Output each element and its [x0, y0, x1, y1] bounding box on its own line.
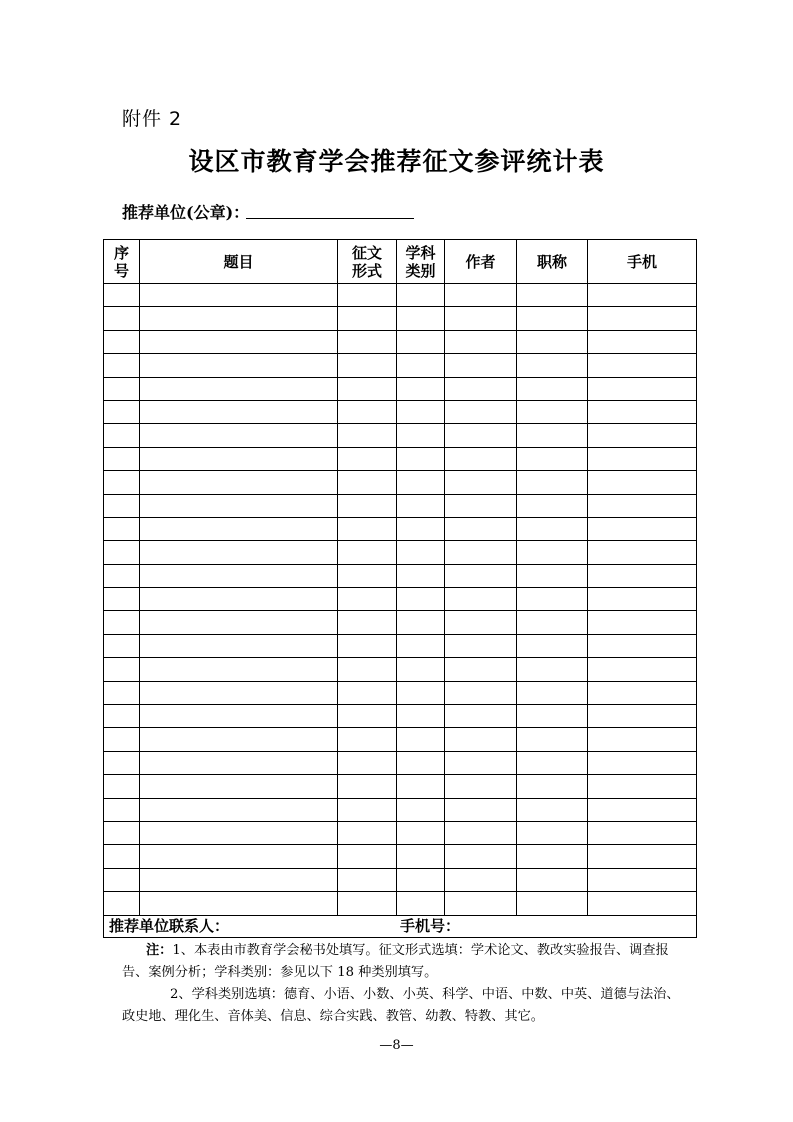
table-cell[interactable] — [397, 564, 445, 587]
table-row — [104, 681, 697, 704]
table-cell[interactable] — [140, 868, 338, 891]
table-cell[interactable] — [445, 471, 517, 494]
table-row — [104, 634, 697, 657]
table-cell[interactable] — [140, 751, 338, 774]
table-cell[interactable] — [517, 377, 588, 400]
table-row — [104, 471, 697, 494]
header-text: 题目 — [223, 252, 254, 271]
table-cell[interactable] — [517, 284, 588, 307]
table-cell[interactable] — [104, 728, 140, 751]
table-cell[interactable] — [445, 354, 517, 377]
table-row — [104, 354, 697, 377]
note-1-line-2: 告、案例分析；学科类别：参见以下 18 种类别填写。 — [122, 965, 438, 980]
table-cell[interactable] — [140, 471, 338, 494]
table-cell[interactable] — [397, 611, 445, 634]
table-cell[interactable] — [338, 354, 397, 377]
table-cell[interactable] — [445, 868, 517, 891]
header-text: 类别 — [405, 261, 436, 280]
table-cell[interactable] — [517, 798, 588, 821]
table-cell[interactable] — [104, 868, 140, 891]
table-cell[interactable] — [588, 354, 697, 377]
table-row — [104, 751, 697, 774]
table-cell[interactable] — [104, 564, 140, 587]
header-text: 号 — [113, 261, 129, 280]
table-cell[interactable] — [397, 705, 445, 728]
table-cell[interactable] — [140, 798, 338, 821]
table-cell[interactable] — [338, 284, 397, 307]
table-cell[interactable] — [140, 728, 338, 751]
table-cell[interactable] — [140, 821, 338, 844]
note-2-line-1: 2、学科类别选填：德育、小语、小数、小英、科学、中语、中数、中英、道德与法治、 — [170, 987, 680, 1002]
table-cell[interactable] — [104, 775, 140, 798]
table-cell[interactable] — [517, 775, 588, 798]
table-cell[interactable] — [140, 377, 338, 400]
table-cell[interactable] — [445, 775, 517, 798]
table-cell[interactable] — [588, 541, 697, 564]
table-cell[interactable] — [517, 330, 588, 353]
table-cell[interactable] — [397, 541, 445, 564]
table-cell[interactable] — [140, 354, 338, 377]
table-cell[interactable] — [104, 751, 140, 774]
table-header-row — [104, 240, 697, 284]
table-cell[interactable] — [588, 307, 697, 330]
table-cell[interactable] — [104, 658, 140, 681]
table-cell[interactable] — [517, 424, 588, 447]
table-cell[interactable] — [397, 798, 445, 821]
table-cell[interactable] — [338, 588, 397, 611]
header-text: 征文 — [351, 243, 382, 262]
table-cell[interactable] — [445, 400, 517, 423]
table-cell[interactable] — [104, 354, 140, 377]
table-cell[interactable] — [517, 564, 588, 587]
table-cell[interactable] — [588, 705, 697, 728]
table-cell[interactable] — [397, 494, 445, 517]
table-cell[interactable] — [445, 611, 517, 634]
table-cell[interactable] — [104, 447, 140, 470]
table-row — [104, 284, 697, 307]
table-cell[interactable] — [517, 494, 588, 517]
table-cell[interactable] — [588, 681, 697, 704]
header-author — [445, 240, 517, 284]
table-cell[interactable] — [104, 845, 140, 868]
table-cell[interactable] — [338, 517, 397, 540]
table-cell[interactable] — [517, 634, 588, 657]
table-cell[interactable] — [517, 821, 588, 844]
recommend-unit-blank[interactable] — [246, 218, 414, 219]
table-cell[interactable] — [397, 424, 445, 447]
note-text: 1、本表由市教育学会秘书处填写。征文形式选填：学术论文、教改实验报告、调查报 — [172, 943, 669, 958]
table-row — [104, 705, 697, 728]
table-row — [104, 424, 697, 447]
table-cell[interactable] — [338, 751, 397, 774]
table-body — [104, 284, 697, 916]
page-number: —8— — [379, 1038, 414, 1053]
recommend-unit-label: 推荐单位(公章)： — [122, 203, 250, 222]
table-cell[interactable] — [338, 611, 397, 634]
table-cell[interactable] — [445, 564, 517, 587]
header-essay-form — [338, 240, 397, 284]
table-cell[interactable] — [104, 400, 140, 423]
table-cell[interactable] — [445, 845, 517, 868]
table-row — [104, 517, 697, 540]
table-cell[interactable] — [338, 775, 397, 798]
note-2-line-2: 政史地、理化生、音体美、信息、综合实践、教管、幼教、特教、其它。 — [122, 1009, 544, 1024]
table-cell[interactable] — [445, 541, 517, 564]
table-cell[interactable] — [397, 845, 445, 868]
table-cell[interactable] — [588, 494, 697, 517]
table-cell[interactable] — [104, 494, 140, 517]
table-cell[interactable] — [140, 330, 338, 353]
table-cell[interactable] — [445, 377, 517, 400]
table-cell[interactable] — [445, 798, 517, 821]
header-mobile — [588, 240, 697, 284]
table-cell[interactable] — [445, 681, 517, 704]
table-row — [104, 611, 697, 634]
table-cell[interactable] — [338, 845, 397, 868]
table-cell[interactable] — [338, 377, 397, 400]
table-cell[interactable] — [104, 307, 140, 330]
table-cell[interactable] — [338, 564, 397, 587]
phone-number-label: 手机号： — [400, 917, 461, 935]
table-cell[interactable] — [104, 284, 140, 307]
statistics-table — [103, 239, 697, 916]
table-cell[interactable] — [517, 705, 588, 728]
document-title: 设区市教育学会推荐征文参评统计表 — [188, 147, 605, 176]
table-cell[interactable] — [517, 354, 588, 377]
table-cell[interactable] — [517, 541, 588, 564]
table-cell[interactable] — [397, 330, 445, 353]
table-cell[interactable] — [104, 424, 140, 447]
table-cell[interactable] — [140, 775, 338, 798]
table-cell[interactable] — [517, 400, 588, 423]
table-cell[interactable] — [338, 447, 397, 470]
table-cell[interactable] — [397, 775, 445, 798]
table-cell[interactable] — [588, 400, 697, 423]
header-subject-category — [397, 240, 445, 284]
table-cell[interactable] — [445, 517, 517, 540]
table-cell[interactable] — [140, 588, 338, 611]
table-cell[interactable] — [517, 517, 588, 540]
table-cell[interactable] — [588, 775, 697, 798]
table-row — [104, 588, 697, 611]
table-cell[interactable] — [397, 377, 445, 400]
table-cell[interactable] — [445, 588, 517, 611]
contact-person-label: 推荐单位联系人： — [109, 917, 230, 935]
table-cell[interactable] — [140, 705, 338, 728]
note-prefix: 注： — [146, 943, 173, 958]
table-row — [104, 564, 697, 587]
table-cell[interactable] — [397, 307, 445, 330]
table-cell[interactable] — [517, 588, 588, 611]
table-row — [104, 541, 697, 564]
header-text: 序 — [113, 243, 129, 262]
table-cell[interactable] — [397, 400, 445, 423]
table-row — [104, 868, 697, 891]
header-text: 形式 — [351, 261, 382, 280]
table-cell[interactable] — [338, 681, 397, 704]
table-cell[interactable] — [140, 307, 338, 330]
table-row — [104, 728, 697, 751]
table-cell[interactable] — [104, 377, 140, 400]
table-cell[interactable] — [104, 541, 140, 564]
table-row — [104, 400, 697, 423]
table-cell[interactable] — [588, 751, 697, 774]
table-cell[interactable] — [104, 330, 140, 353]
table-cell[interactable] — [445, 330, 517, 353]
table-row — [104, 494, 697, 517]
table-row — [104, 307, 697, 330]
table-cell[interactable] — [517, 447, 588, 470]
table-cell[interactable] — [588, 564, 697, 587]
table-cell[interactable] — [338, 330, 397, 353]
table-row — [104, 447, 697, 470]
header-serial-number — [104, 240, 140, 284]
table-row — [104, 330, 697, 353]
table-cell[interactable] — [104, 634, 140, 657]
table-cell[interactable] — [517, 681, 588, 704]
table-cell[interactable] — [338, 541, 397, 564]
table-row — [104, 821, 697, 844]
header-text: 职称 — [536, 252, 567, 271]
table-cell[interactable] — [140, 400, 338, 423]
table-cell[interactable] — [140, 658, 338, 681]
table-cell[interactable] — [338, 658, 397, 681]
table-cell[interactable] — [588, 845, 697, 868]
attachment-label: 附件 2 — [122, 108, 183, 130]
table-cell[interactable] — [517, 307, 588, 330]
table-cell[interactable] — [104, 821, 140, 844]
table-cell[interactable] — [338, 494, 397, 517]
header-text: 学科 — [405, 243, 436, 262]
table-cell[interactable] — [445, 705, 517, 728]
table-cell[interactable] — [445, 751, 517, 774]
table-cell[interactable] — [140, 564, 338, 587]
table-cell[interactable] — [445, 284, 517, 307]
table-cell[interactable] — [445, 658, 517, 681]
table-cell[interactable] — [588, 798, 697, 821]
table-cell[interactable] — [445, 634, 517, 657]
table-cell[interactable] — [397, 751, 445, 774]
table-cell[interactable] — [140, 611, 338, 634]
header-text: 手机 — [626, 252, 657, 271]
table-cell[interactable] — [140, 845, 338, 868]
table-cell[interactable] — [588, 634, 697, 657]
contact-row — [103, 912, 697, 938]
table-cell[interactable] — [588, 447, 697, 470]
table-cell[interactable] — [104, 705, 140, 728]
table-cell[interactable] — [588, 588, 697, 611]
table-cell[interactable] — [588, 868, 697, 891]
table-row — [104, 377, 697, 400]
table-row — [104, 798, 697, 821]
table-cell[interactable] — [445, 424, 517, 447]
header-topic — [140, 240, 338, 284]
table-cell[interactable] — [338, 868, 397, 891]
table-cell[interactable] — [338, 634, 397, 657]
table-cell[interactable] — [397, 471, 445, 494]
table-cell[interactable] — [140, 517, 338, 540]
table-cell[interactable] — [338, 400, 397, 423]
table-row — [104, 658, 697, 681]
table-cell[interactable] — [445, 307, 517, 330]
table-cell[interactable] — [445, 494, 517, 517]
header-title-rank — [517, 240, 588, 284]
table-cell[interactable] — [397, 354, 445, 377]
table-cell[interactable] — [517, 751, 588, 774]
table-cell[interactable] — [338, 728, 397, 751]
table-cell[interactable] — [397, 658, 445, 681]
table-cell[interactable] — [104, 588, 140, 611]
table-cell[interactable] — [104, 471, 140, 494]
table-row — [104, 845, 697, 868]
table-row — [104, 775, 697, 798]
table-cell[interactable] — [588, 424, 697, 447]
table-cell[interactable] — [397, 868, 445, 891]
table-cell[interactable] — [338, 471, 397, 494]
table-cell[interactable] — [517, 658, 588, 681]
table-cell[interactable] — [104, 517, 140, 540]
table-cell[interactable] — [588, 611, 697, 634]
table-cell[interactable] — [517, 868, 588, 891]
table-cell[interactable] — [588, 284, 697, 307]
table-cell[interactable] — [104, 611, 140, 634]
table-cell[interactable] — [588, 821, 697, 844]
table-cell[interactable] — [517, 845, 588, 868]
table-cell[interactable] — [445, 821, 517, 844]
table-cell[interactable] — [517, 728, 588, 751]
table-cell[interactable] — [338, 798, 397, 821]
header-text: 作者 — [465, 252, 496, 271]
table-cell[interactable] — [140, 634, 338, 657]
table-cell[interactable] — [104, 681, 140, 704]
table-cell[interactable] — [140, 424, 338, 447]
table-cell[interactable] — [338, 705, 397, 728]
table-cell[interactable] — [338, 424, 397, 447]
table-cell[interactable] — [397, 517, 445, 540]
table-cell[interactable] — [397, 634, 445, 657]
table-cell[interactable] — [397, 447, 445, 470]
table-cell[interactable] — [140, 541, 338, 564]
table-cell[interactable] — [397, 821, 445, 844]
table-cell[interactable] — [445, 447, 517, 470]
table-cell[interactable] — [140, 447, 338, 470]
table-cell[interactable] — [588, 517, 697, 540]
table-cell[interactable] — [338, 307, 397, 330]
table-cell[interactable] — [140, 284, 338, 307]
table-cell[interactable] — [104, 798, 140, 821]
table-cell[interactable] — [517, 471, 588, 494]
table-cell[interactable] — [397, 728, 445, 751]
table-cell[interactable] — [588, 377, 697, 400]
table-cell[interactable] — [588, 330, 697, 353]
note-1-line-1 — [146, 940, 706, 962]
table-cell[interactable] — [397, 588, 445, 611]
table-cell[interactable] — [338, 821, 397, 844]
table-cell[interactable] — [588, 471, 697, 494]
table-cell[interactable] — [140, 681, 338, 704]
table-cell[interactable] — [140, 494, 338, 517]
table-cell[interactable] — [517, 611, 588, 634]
table-cell[interactable] — [588, 658, 697, 681]
table-cell[interactable] — [397, 681, 445, 704]
table-cell[interactable] — [588, 728, 697, 751]
table-cell[interactable] — [397, 284, 445, 307]
table-cell[interactable] — [445, 728, 517, 751]
